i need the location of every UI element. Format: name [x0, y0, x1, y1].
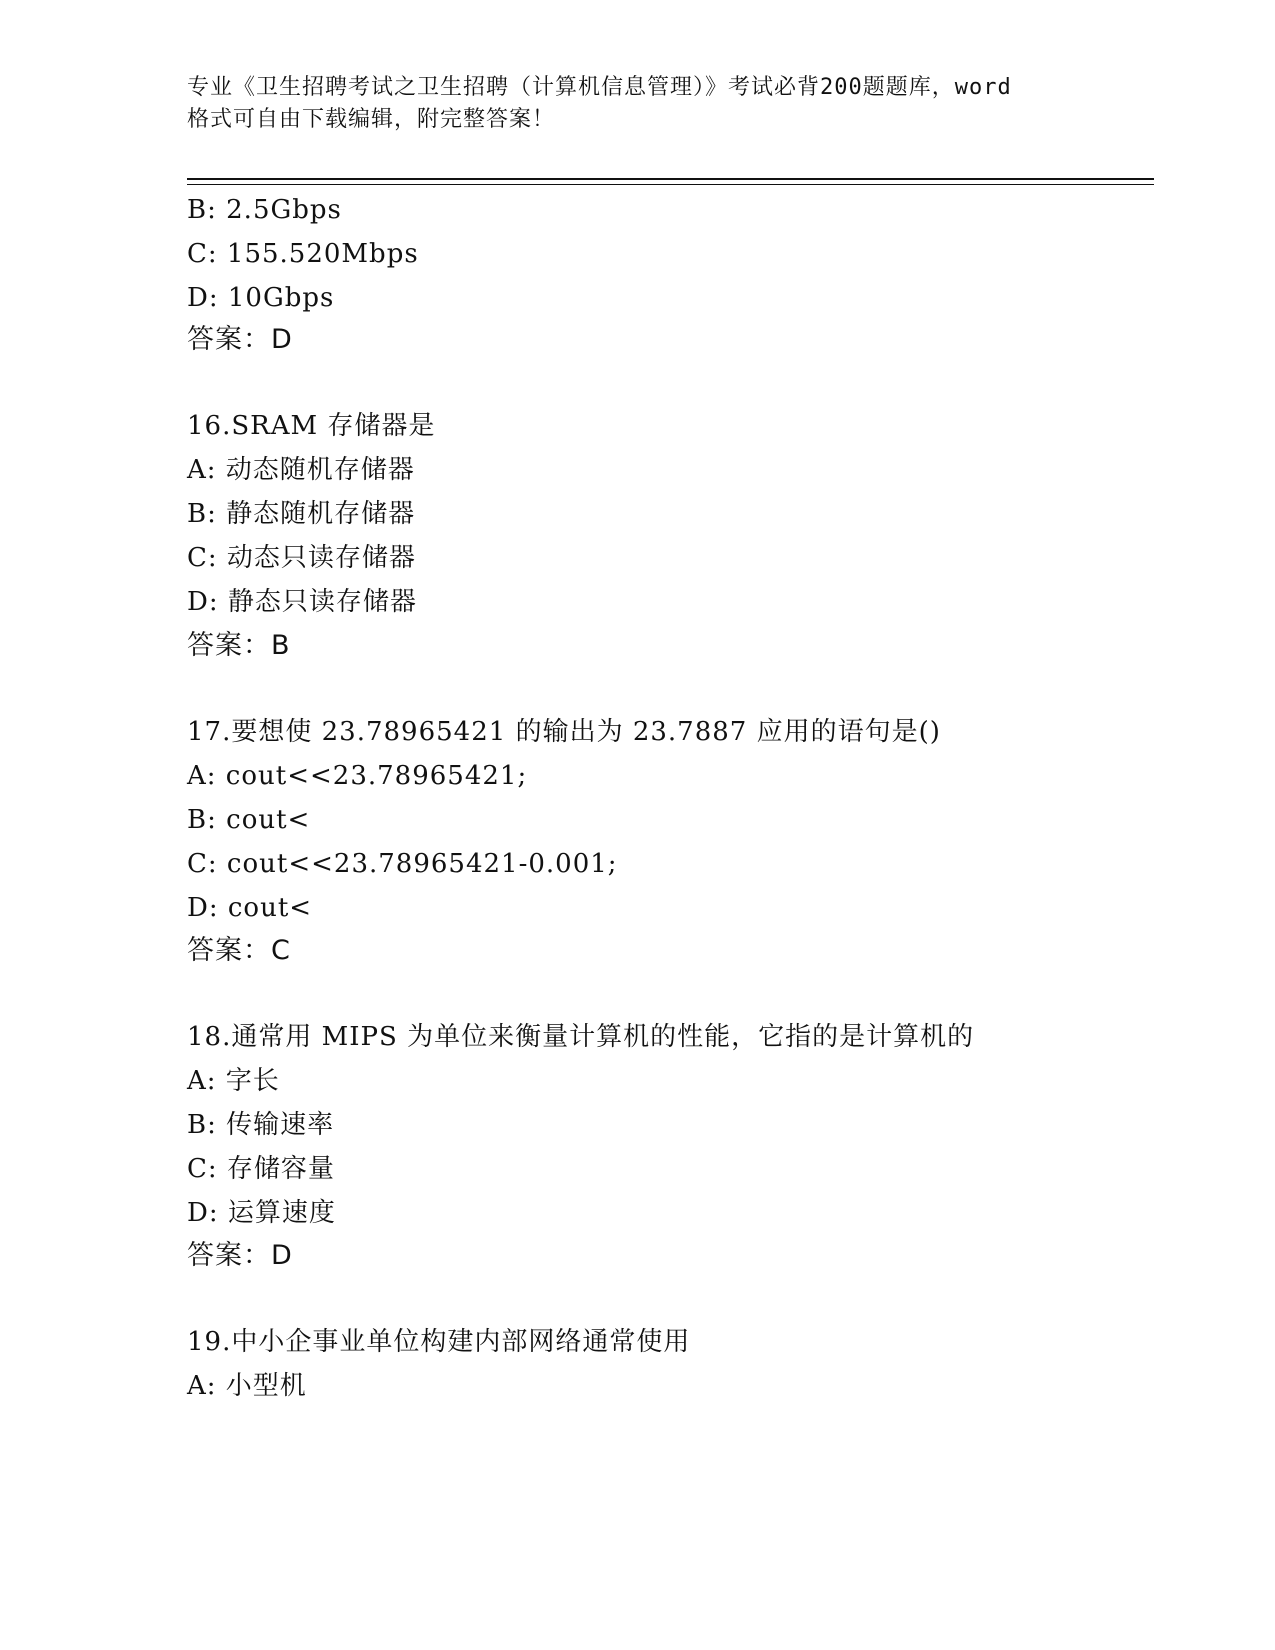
answer-line: 答案：D: [187, 324, 293, 355]
question-stem: 17.要想使 23.78965421 的输出为 23.7887 应用的语句是(): [187, 717, 941, 747]
option-line: D: 静态只读存储器: [187, 587, 417, 617]
option-line: B: cout<: [187, 805, 311, 835]
option-line: D: cout<: [187, 893, 313, 923]
option-line: C: cout<<23.78965421-0.001;: [187, 849, 618, 879]
option-line: A: 动态随机存储器: [187, 455, 415, 485]
option-line: B: 传输速率: [187, 1110, 335, 1140]
option-line: D: 10Gbps: [187, 283, 335, 313]
header-line-2: 格式可自由下载编辑，附完整答案！: [187, 107, 556, 132]
header-divider-thick: [187, 178, 1154, 180]
question-stem: 18.通常用 MIPS 为单位来衡量计算机的性能，它指的是计算机的: [187, 1022, 975, 1052]
option-line: D: 运算速度: [187, 1198, 336, 1228]
option-line: C: 动态只读存储器: [187, 543, 416, 573]
option-line: A: 小型机: [187, 1371, 307, 1401]
option-line: C: 存储容量: [187, 1154, 335, 1184]
header-divider-thin: [187, 184, 1154, 185]
option-line: B: 静态随机存储器: [187, 499, 416, 529]
answer-line: 答案：C: [187, 935, 291, 966]
option-line: A: 字长: [187, 1066, 280, 1096]
question-stem: 16.SRAM 存储器是: [187, 411, 436, 441]
question-stem: 19.中小企事业单位构建内部网络通常使用: [187, 1327, 691, 1357]
option-line: C: 155.520Mbps: [187, 239, 419, 269]
answer-line: 答案：B: [187, 630, 291, 661]
header-line-1: 专业《卫生招聘考试之卫生招聘（计算机信息管理）》考试必背200题题库，word: [187, 75, 1012, 100]
answer-line: 答案：D: [187, 1240, 293, 1271]
option-line: B: 2.5Gbps: [187, 195, 342, 225]
document-header: [187, 72, 1087, 136]
option-line: A: cout<<23.78965421;: [187, 761, 528, 791]
